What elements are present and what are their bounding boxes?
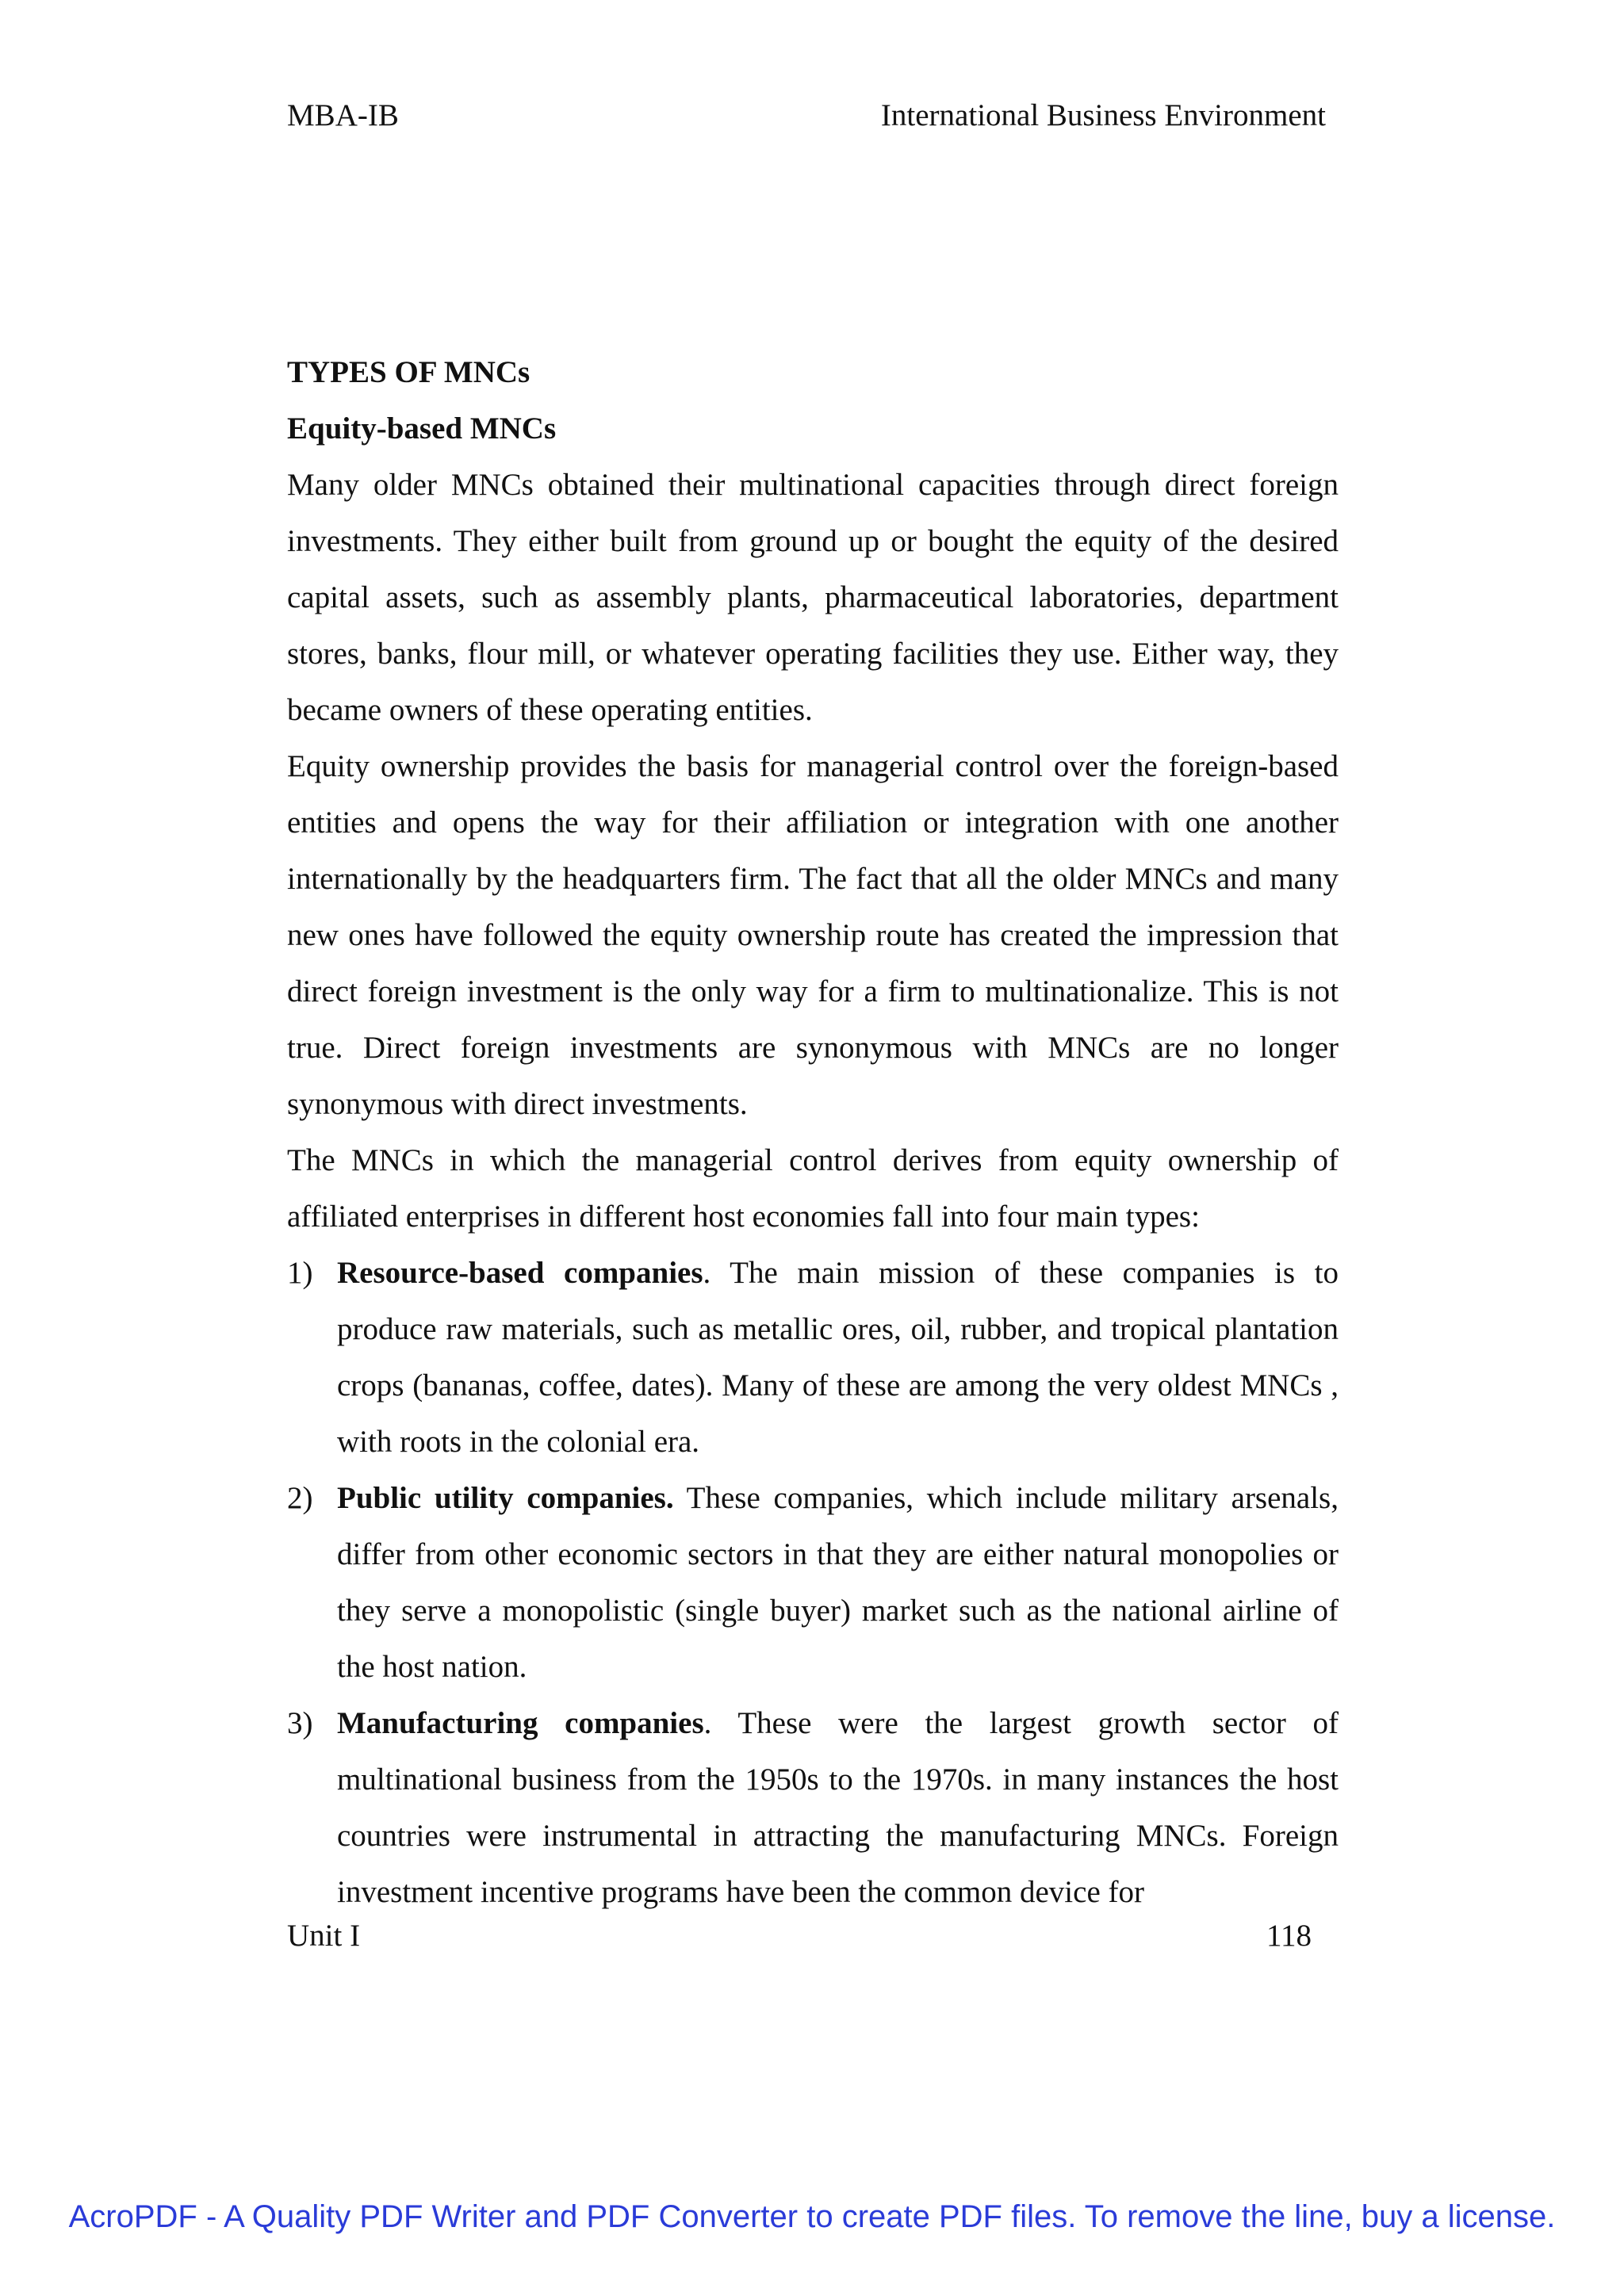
list-item-term: Manufacturing companies [337,1706,704,1740]
list-item-text: These companies, which include military arsenals, differ from other economic sectors in that they are either natural monopolies or they serve a monopolistic (single buyer) market such as the national airline of the host nation. [337,1481,1339,1684]
running-header-right: International Business Environment [880,98,1326,132]
paragraph-1: Many older MNCs obtained their multinational capacities through direct foreign investments. They either built from ground up or bought the equity of the desired capital assets, such as assembly plants, pharmaceutical laboratories, department stores, banks, flour mill, or whatever operating facilities they use. Either way, they became owners of these operating entities. [287,468,1339,727]
running-header-left: MBA-IB [287,98,399,132]
paragraph-3: The MNCs in which the managerial control derives from equity ownership of affiliated enterprises in different host economies fall into four main types: [287,1143,1339,1234]
converter-watermark-banner: AcroPDF - A Quality PDF Writer and PDF Converter to create PDF files. To remove the line, buy a license. [68,2199,1556,2234]
page-number: 118 [1266,1919,1312,1953]
list-item [287,1695,1339,1920]
running-footer-left: Unit I [287,1919,361,1953]
list-item-text: . The main mission of these companies is to produce raw materials, such as metallic ores, oil, rubber, and tropical plantation crops (bananas, coffee, dates). Many of these are among the very oldest MNCs , with roots in the colonial era. [337,1256,1339,1459]
list-item-number: 3) [287,1706,313,1740]
mnc-types-list [287,1245,1339,1920]
paragraph-2: Equity ownership provides the basis for managerial control over the foreign-based entities and opens the way for their affiliation or integration with one another internationally by the headquarters firm. The fact that all the older MNCs and many new ones have followed the equity ownership route has created the impression that direct foreign investment is the only way for a firm to multinationalize. This is not true. Direct foreign investments are synonymous with MNCs are no longer synonymous with direct investments. [287,749,1339,1121]
list-item-number: 2) [287,1481,313,1515]
list-item-term: Resource-based companies [337,1256,703,1290]
list-item-text: . These were the largest growth sector of multinational business from the 1950s to the 1970s. in many instances the host countries were instrumental in attracting the manufacturing MNCs. Foreign investment incentive programs have been the common device for [337,1706,1339,1909]
list-item-number: 1) [287,1256,313,1290]
page-body [287,344,1339,1920]
subsection-title: Equity-based MNCs [287,411,557,446]
section-title: TYPES OF MNCs [287,355,530,389]
list-item [287,1245,1339,1470]
list-item [287,1470,1339,1695]
list-item-term: Public utility companies. [337,1481,674,1515]
